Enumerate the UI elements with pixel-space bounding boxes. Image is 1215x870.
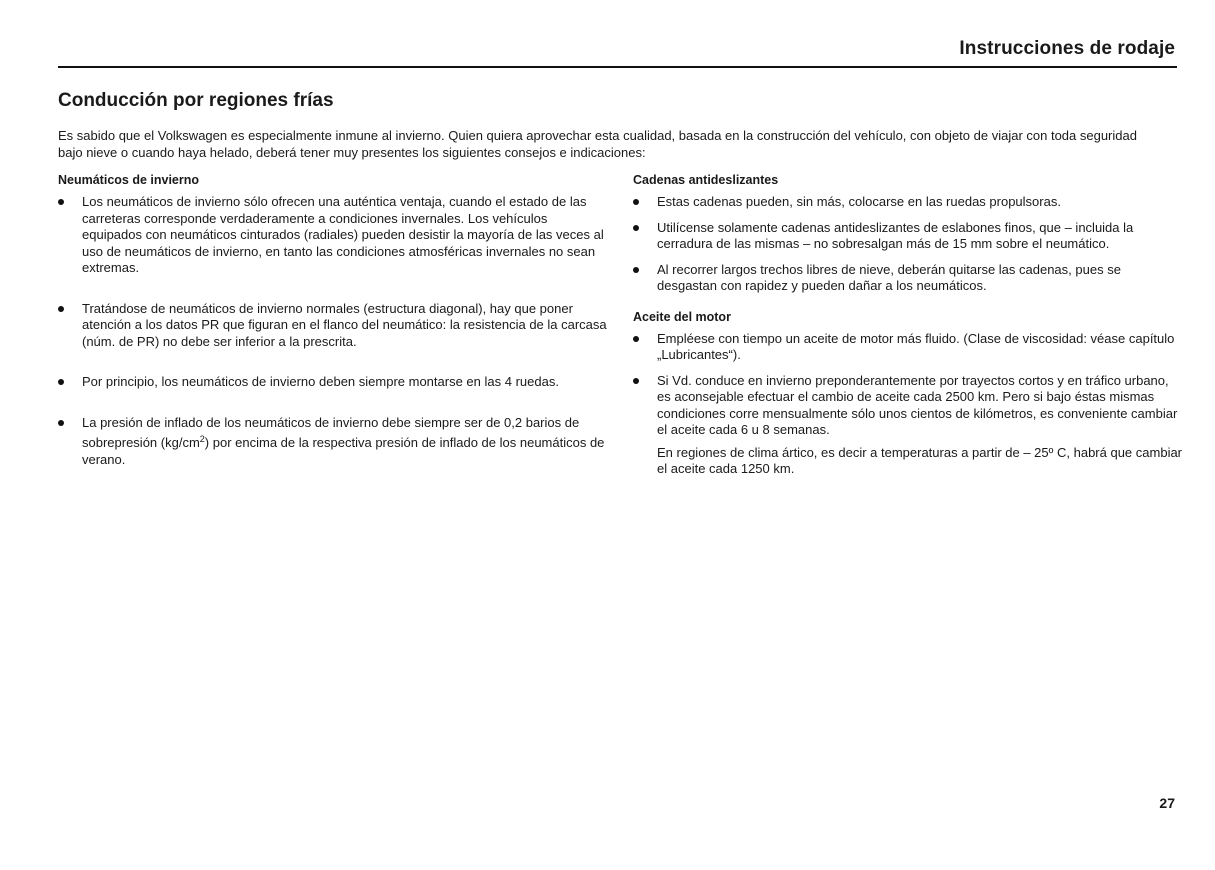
list-item-text: Si Vd. conduce en invierno preponderantemente por trayectos cortos y en tráfico urbano, es aconsejable efectuar el cambio de aceite cada 2500 km. Pero si bajo éstas mismas condiciones corre mensualmente sólo unos cientos de kilómetros, es conveniente cambiar el aceite cada 6 u 8 semanas. <box>657 372 1178 437</box>
list-item-text: Por principio, los neumáticos de invierno deben siempre montarse en las 4 ruedas. <box>82 374 559 389</box>
bullet-icon <box>633 336 639 342</box>
list-item <box>58 415 608 469</box>
list-item <box>633 194 1183 211</box>
list-item-text: Al recorrer largos trechos libres de nieve, deberán quitarse las cadenas, pues se desgastan con rapidez y pueden dañar a los neumáticos. <box>657 261 1121 293</box>
bullet-icon <box>633 267 639 273</box>
list-item <box>58 301 608 351</box>
bullet-icon <box>633 378 639 384</box>
intro-paragraph: Es sabido que el Volkswagen es especialmente inmune al invierno. Quien quiera aprovechar esta cualidad, basada en la construcción del vehículo, con objeto de viajar con toda seguridad bajo nieve o cuando haya helado, deberá tener muy presentes los siguientes consejos e indicaciones: <box>58 128 1137 160</box>
superscript-two: 2 <box>199 434 205 444</box>
list-item-text: Estas cadenas pueden, sin más, colocarse en las ruedas propulsoras. <box>657 194 1061 209</box>
winter-tires-list <box>58 194 608 468</box>
list-item <box>58 374 608 391</box>
pressure-text-before: La presión de inflado de los neumáticos de invierno debe siempre ser de 0,2 barios de sobrepresión (kg/cm <box>82 414 580 450</box>
page-title: Conducción por regiones frías <box>58 90 334 111</box>
list-item <box>633 220 1183 253</box>
header-rule <box>58 66 1177 68</box>
snow-chains-heading: Cadenas antideslizantes <box>633 173 779 187</box>
pressure-text-after: ) por encima de la respectiva presión de inflado de los neumáticos de verano. <box>82 435 605 467</box>
winter-tires-heading: Neumáticos de invierno <box>58 173 200 187</box>
bullet-icon <box>633 225 639 231</box>
arctic-climate-note: En regiones de clima ártico, es decir a temperaturas a partir de – 25º C, habrá que cambiar el aceite cada 1250 km. <box>657 444 1183 476</box>
page-number: 27 <box>1159 795 1175 811</box>
bullet-icon <box>58 306 64 312</box>
list-item <box>58 194 608 277</box>
list-item-text <box>82 415 604 467</box>
bullet-icon <box>58 199 64 205</box>
bullet-icon <box>633 199 639 205</box>
bullet-icon <box>58 420 64 426</box>
list-item-text: Tratándose de neumáticos de invierno normales (estructura diagonal), hay que poner atención a los datos PR que figuran en el flanco del neumático: la resistencia de la carcasa (núm. de PR) no debe ser inferior a la prescrita. <box>82 300 607 349</box>
left-column <box>58 172 608 492</box>
list-item-text: Utilícense solamente cadenas antideslizantes de eslabones finos, que – incluida la cerradura de las mismas – no sobresalgan más de 15 mm sobre el neumático. <box>657 219 1134 251</box>
list-item <box>633 373 1183 439</box>
list-item <box>633 331 1183 364</box>
list-item-text: Empléese con tiempo un aceite de motor más fluido. (Clase de viscosidad: véase capítulo „Lubricantes“). <box>657 330 1175 362</box>
right-column <box>633 172 1183 478</box>
bullet-icon <box>58 379 64 385</box>
list-item <box>633 262 1183 295</box>
engine-oil-list <box>633 331 1183 439</box>
running-head: Instrucciones de rodaje <box>959 38 1175 59</box>
engine-oil-heading: Aceite del motor <box>633 309 731 324</box>
snow-chains-list <box>633 194 1183 295</box>
list-item-text: Los neumáticos de invierno sólo ofrecen una auténtica ventaja, cuando el estado de las carreteras corresponde verdaderamente a condiciones invernales. Los vehículos equipados con neumáticos cinturados (radiales) pueden desistir la mayoría de las veces al uso de neumáticos de invierno, en tanto las condiciones atmosféricas invernales no sean extremas. <box>82 194 604 275</box>
